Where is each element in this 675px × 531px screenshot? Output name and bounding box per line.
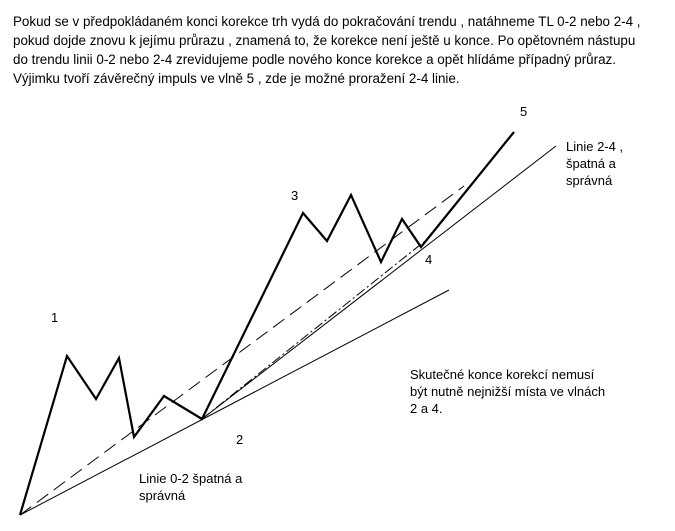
correction-note-line1: Skutečné konce korekcí nemusí (410, 367, 595, 382)
wave-label-4: 4 (425, 252, 433, 267)
line-2-4-label-line1: Linie 2-4 , (566, 139, 624, 154)
correction-note-line2: být nutně nejnižší místa ve vlnách (410, 384, 606, 399)
line-0-2-label (139, 470, 242, 504)
line-2-4-label (566, 138, 623, 189)
line-2-4-label-line2: špatná a (566, 156, 616, 171)
line-0-2-label-line2: správná (139, 488, 186, 503)
wave-label-1: 1 (51, 310, 59, 325)
line-0-2-label-line1: Linie 0-2 špatná a (139, 471, 243, 486)
wave-label-2: 2 (236, 432, 244, 447)
wave-label-3: 3 (291, 188, 299, 203)
line-2-4-label-line3: správná (566, 173, 613, 188)
correction-note (410, 366, 605, 417)
trendline-2-4-correct (202, 241, 425, 419)
wave-label-5: 5 (520, 104, 528, 119)
trendline-0-2-correct (20, 186, 464, 515)
correction-note-line3: 2 a 4. (410, 401, 443, 416)
intro-paragraph: Pokud se v předpokládaném konci korekce trh vydá do pokračování trendu , natáhneme TL 0-2 nebo 2-4 , pokud dojde znovu k jejímu průrazu , znamená to, že korekce není ještě u konce. Po opětovném nástupu do trendu linii 0-2 nebo 2-4 zrevidujeme podle nového konce korekce a opět hlídáme případný průraz. Výjimku tvoří závěrečný impuls ve vlně 5 , zde je možné proražení 2-4 linie. (13, 14, 641, 86)
price-wave-path (20, 132, 514, 515)
